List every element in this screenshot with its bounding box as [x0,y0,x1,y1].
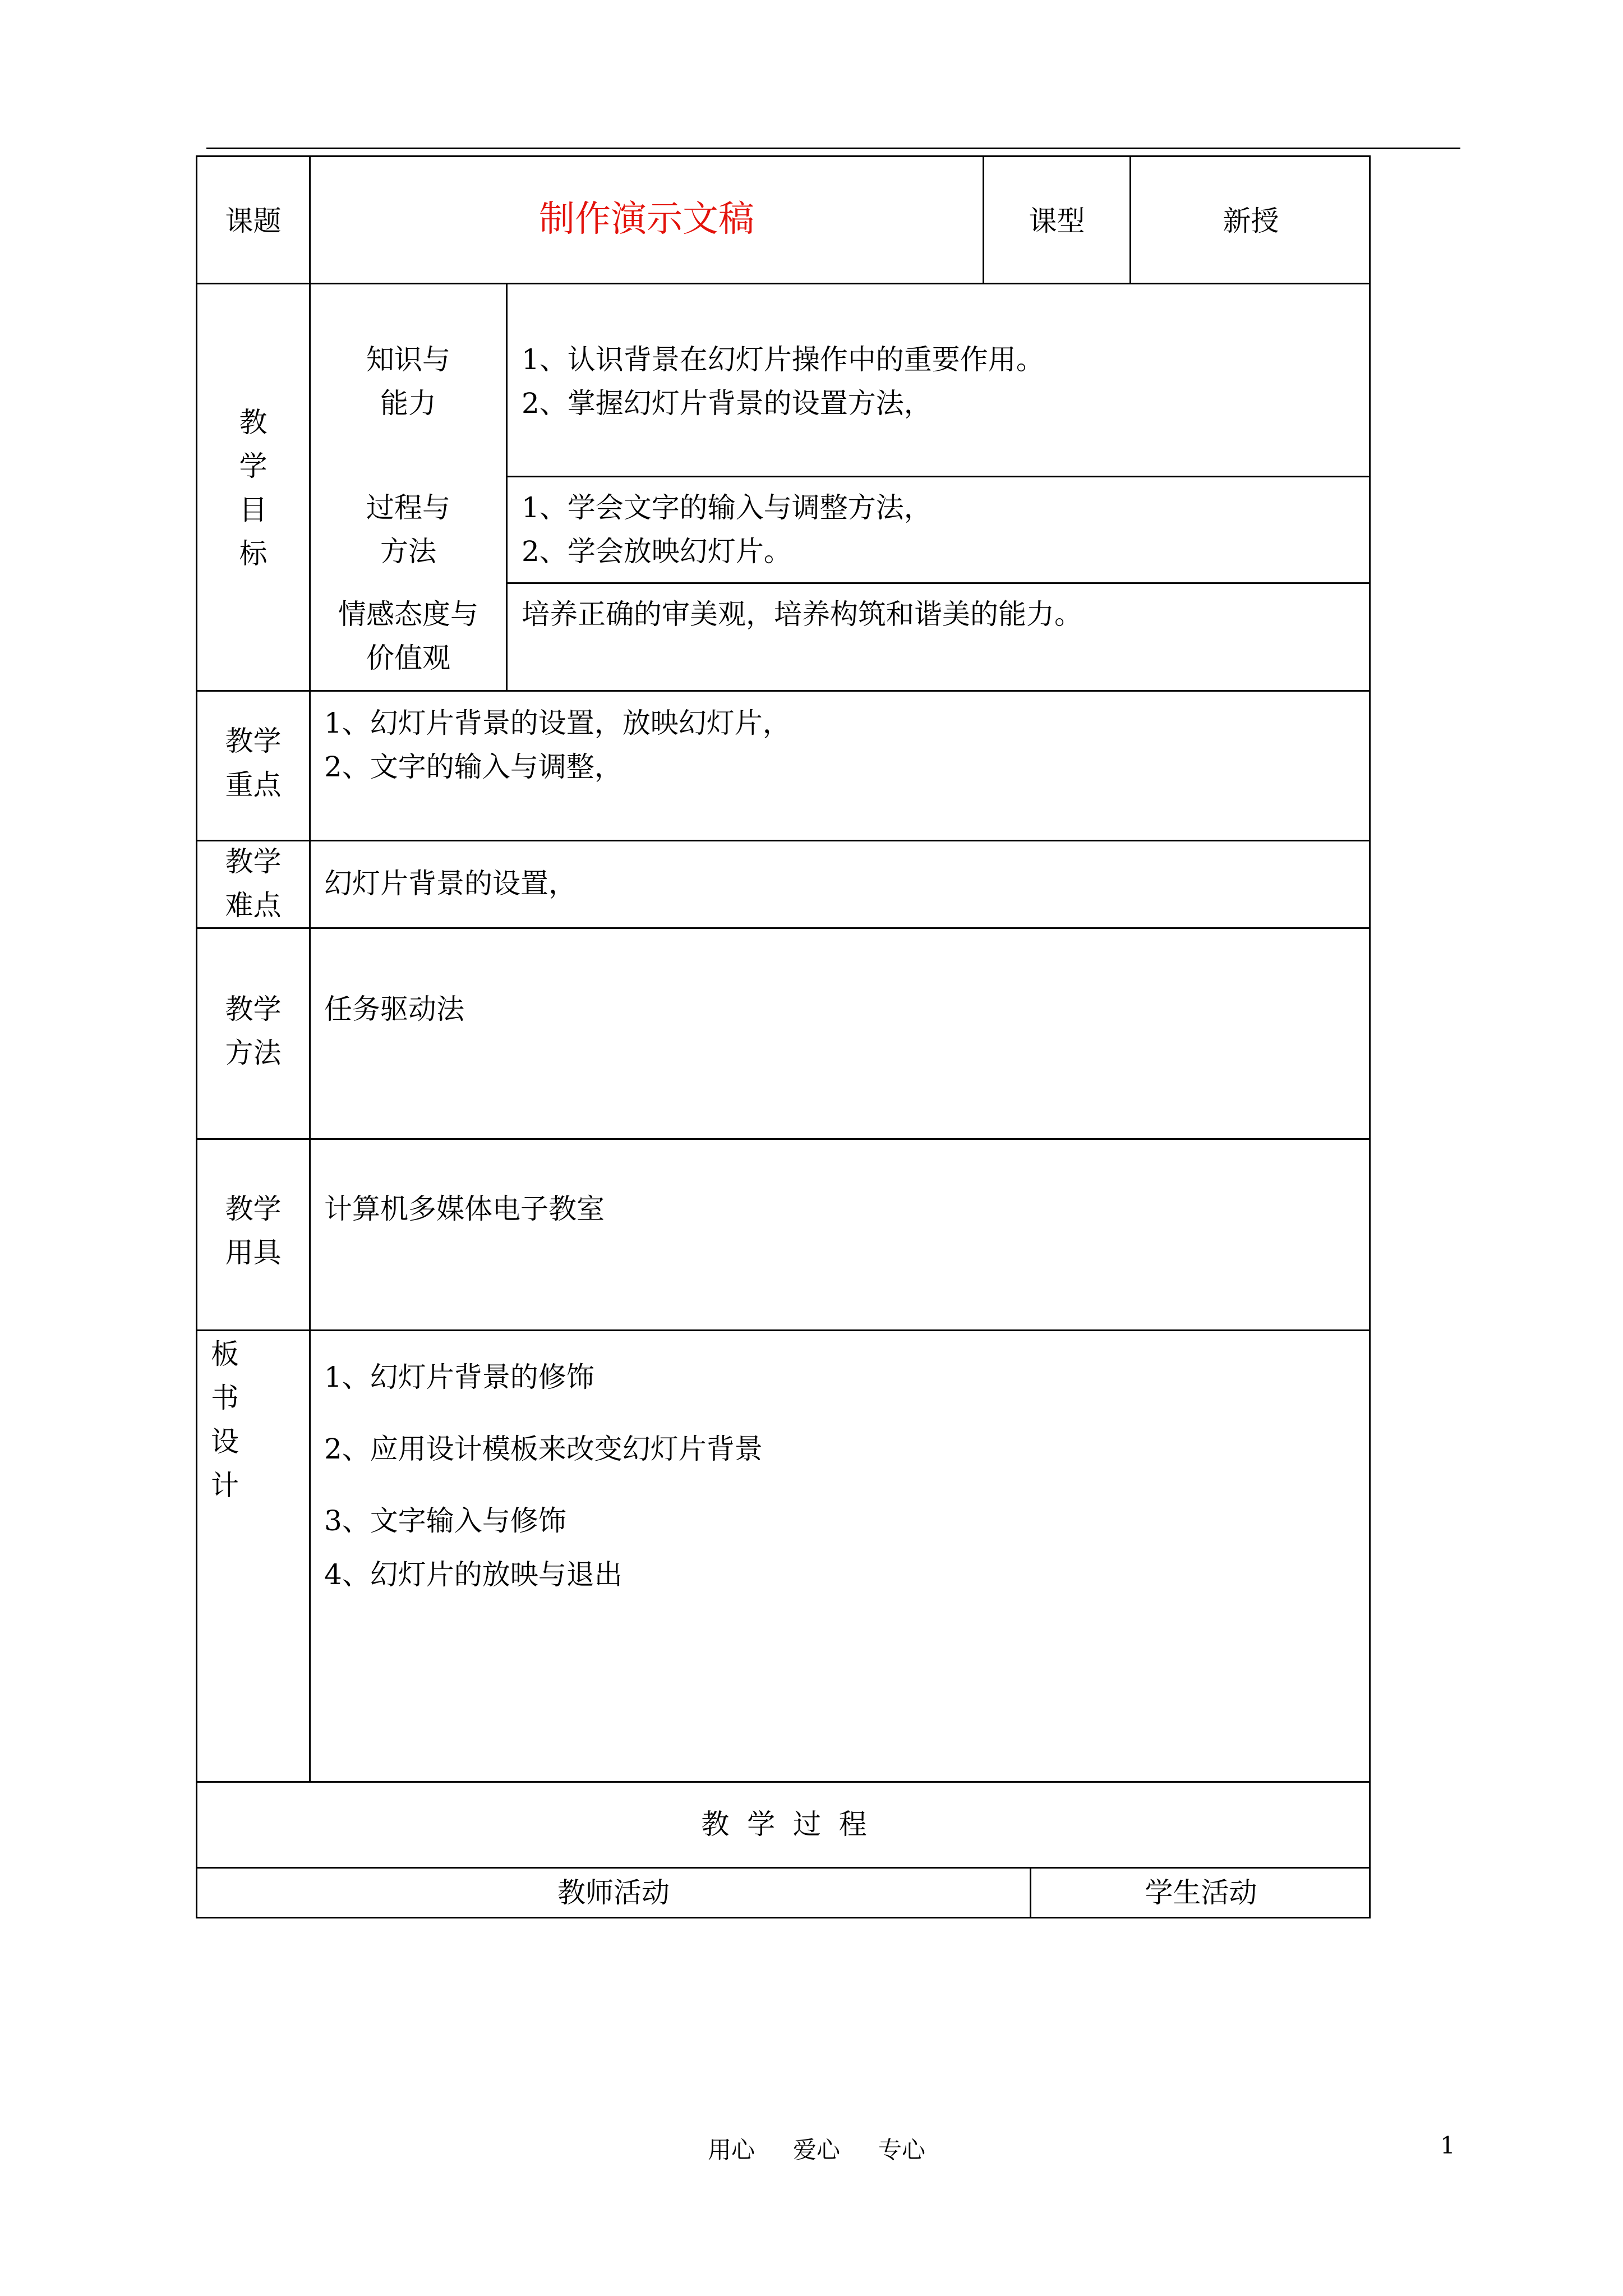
method-label: 教学 方法 [225,993,282,1069]
footer-motto: 用心 爱心 专心 [708,2136,926,2164]
key-point-item: 1、幻灯片背景的设置，放映幻灯片， [324,707,791,739]
tools-text: 计算机多媒体电子教室 [324,1193,605,1225]
type-value: 新授 [1223,205,1279,237]
key-points-label: 教学 重点 [225,725,282,801]
method-text: 任务驱动法 [324,993,464,1025]
knowledge-item: 2、掌握幻灯片背景的设置方法， [522,387,932,420]
tools-label: 教学 用具 [225,1193,282,1269]
knowledge-label: 知识与 能力 [366,343,450,420]
subject-label: 课题 [225,205,282,237]
emotion-item: 培养正确的审美观，培养构筑和谐美的能力。 [522,598,1082,631]
difficulties-label: 教学 难点 [225,845,282,922]
board-item: 3、文字输入与修饰 [324,1504,566,1537]
board-item: 2、应用设计模板来改变幻灯片背景 [324,1433,763,1465]
emotion-label: 情感态度与 价值观 [338,598,478,674]
difficulties-text: 幻灯片背景的设置， [324,867,577,900]
page-number: 1 [1440,2132,1455,2159]
process-item: 1、学会文字的输入与调整方法， [522,491,932,524]
teacher-activity-header: 教师活动 [557,1876,670,1909]
board-item: 4、幻灯片的放映与退出 [324,1558,623,1591]
lesson-title: 制作演示文稿 [539,199,754,240]
student-activity-header: 学生活动 [1145,1876,1257,1909]
knowledge-item: 1、认识背景在幻灯片操作中的重要作用。 [522,343,1044,376]
key-point-item: 2、文字的输入与调整， [324,751,623,783]
board-label: 板 书 设 计 [211,1338,239,1502]
objectives-label: 教 学 目 标 [239,406,268,570]
header-rule [206,148,1460,149]
process-heading: 教 学 过 程 [701,1808,867,1841]
process-label: 过程与 方法 [366,491,450,568]
board-item: 1、幻灯片背景的修饰 [324,1361,594,1393]
process-item: 2、学会放映幻灯片。 [522,535,792,568]
type-label: 课型 [1029,205,1085,237]
